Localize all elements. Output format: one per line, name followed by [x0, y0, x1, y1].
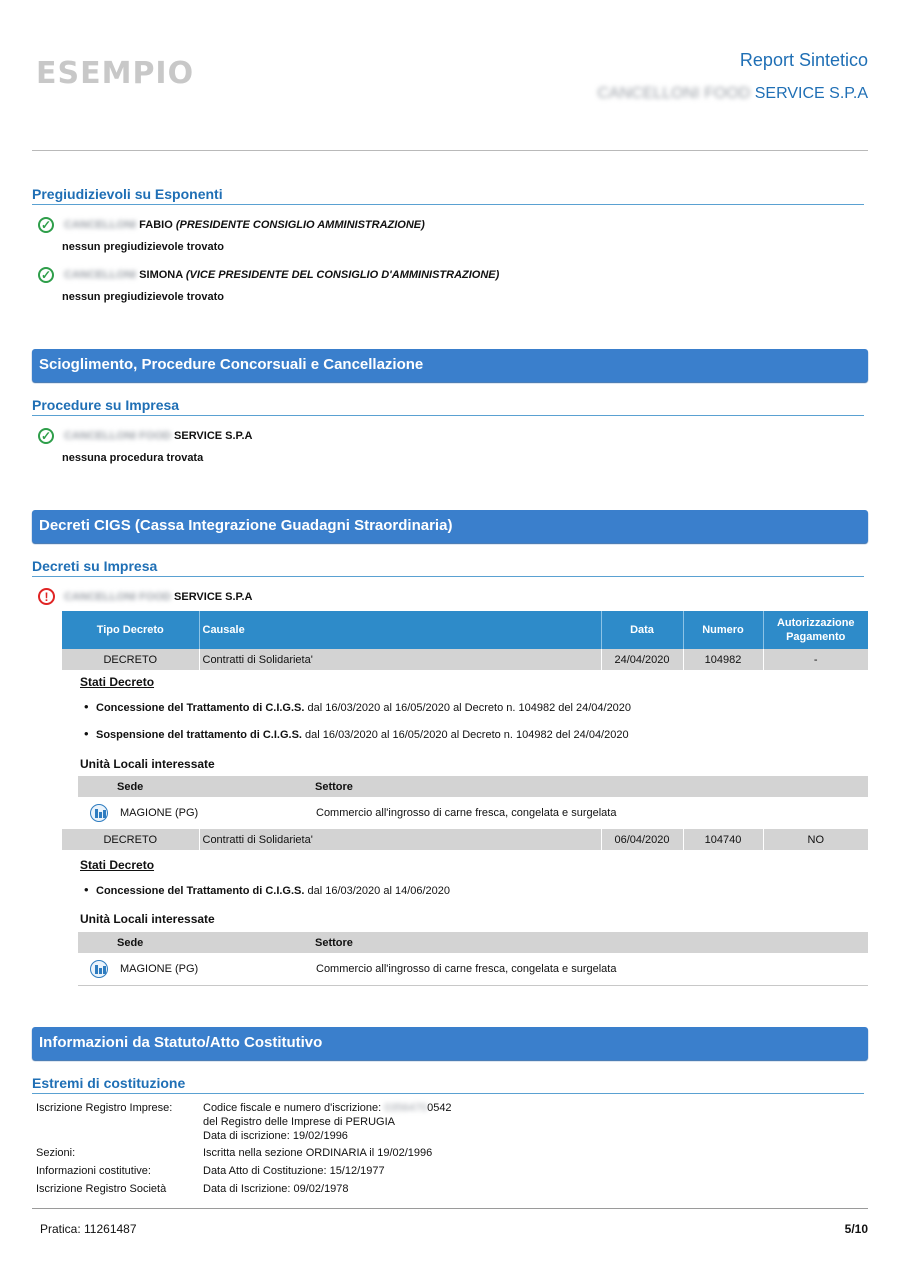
info-label: Iscrizione Registro Imprese:	[36, 1102, 173, 1114]
section-banner-scioglimento: Scioglimento, Procedure Concorsuali e Cancellazione	[32, 349, 868, 382]
cell-numero: 104740	[683, 829, 763, 850]
company-line	[64, 430, 252, 442]
company-name-suffix: SERVICE S.P.A	[174, 591, 253, 603]
person-role: (PRESIDENTE CONSIGLIO AMMINISTRAZIONE)	[175, 219, 425, 231]
building-icon	[90, 804, 108, 822]
info-value: Data di Iscrizione: 09/02/1978	[203, 1183, 349, 1195]
codice-fiscale-blurred: 0356470	[384, 1102, 428, 1114]
footer-divider	[32, 1208, 868, 1209]
cell-settore: Commercio all'ingrosso di carne fresca, congelata e surgelata	[314, 953, 868, 986]
column-header-numero: Numero	[683, 611, 763, 649]
header-divider	[32, 150, 868, 151]
result-text: nessun pregiudizievole trovato	[62, 291, 224, 303]
result-text: nessun pregiudizievole trovato	[62, 241, 224, 253]
company-title	[597, 85, 868, 103]
company-line	[64, 591, 252, 603]
column-header-tipo: Tipo Decreto	[62, 611, 199, 649]
stato-title: Concessione del Trattamento di C.I.G.S.	[96, 702, 305, 714]
check-circle-icon: ✓	[38, 217, 54, 233]
stato-detail: dal 16/03/2020 al 16/05/2020 al Decreto n. 104982 del 24/04/2020	[301, 729, 629, 741]
info-label: Iscrizione Registro Società	[36, 1183, 167, 1195]
cell-settore: Commercio all'ingrosso di carne fresca, congelata e surgelata	[314, 797, 868, 830]
pratica-number: Pratica: 11261487	[40, 1222, 137, 1236]
cell-data: 06/04/2020	[601, 829, 683, 850]
list-item: • Concessione del Trattamento di C.I.G.S. dal 16/03/2020 al 16/05/2020 al Decreto n. 104982 del 24/04/2020	[84, 699, 632, 714]
section-subtitle-pregiudizievoli: Pregiudizievoli su Esponenti	[32, 186, 864, 205]
section-subtitle-procedure: Procedure su Impresa	[32, 397, 864, 416]
cell-sede: MAGIONE (PG)	[116, 797, 314, 830]
stato-detail: dal 16/03/2020 al 14/06/2020	[304, 885, 451, 897]
column-header-sede: Sede	[116, 932, 314, 953]
company-name-blurred: CANCELLONI FOOD	[597, 85, 751, 102]
company-name-suffix: SERVICE S.P.A	[754, 85, 868, 102]
units-table	[78, 776, 868, 830]
cell-autorizzazione: NO	[763, 829, 868, 850]
watermark-text: ESEMPIO	[36, 56, 195, 91]
info-value: Data di iscrizione: 19/02/1996	[203, 1130, 348, 1142]
table-row	[78, 797, 868, 830]
stati-decreto-heading: Stati Decreto	[80, 858, 155, 872]
column-header-settore: Settore	[314, 776, 868, 797]
section-banner-statuto: Informazioni da Statuto/Atto Costitutivo	[32, 1027, 868, 1060]
result-text: nessuna procedura trovata	[62, 452, 204, 464]
section-banner-cigs: Decreti CIGS (Cassa Integrazione Guadagni Straordinaria)	[32, 510, 868, 543]
column-header-causale: Causale	[199, 611, 601, 649]
column-header-settore: Settore	[314, 932, 868, 953]
cell-tipo: DECRETO	[62, 649, 199, 670]
section-subtitle-decreti: Decreti su Impresa	[32, 558, 864, 577]
table-row	[62, 829, 868, 850]
cell-numero: 104982	[683, 649, 763, 670]
stati-decreto-heading: Stati Decreto	[80, 675, 155, 689]
person-line	[64, 219, 425, 231]
cell-autorizzazione: -	[763, 649, 868, 670]
decrees-table-header	[62, 611, 868, 670]
info-label: Sezioni:	[36, 1147, 76, 1159]
unita-locali-heading: Unità Locali interessate	[80, 912, 215, 926]
column-header-sede: Sede	[116, 776, 314, 797]
column-header-data: Data	[601, 611, 683, 649]
column-header-autorizzazione: Autorizzazione Pagamento	[763, 611, 868, 649]
person-surname-blurred: CANCELLONI	[64, 269, 137, 281]
company-name-blurred: CANCELLONI FOOD	[64, 430, 171, 442]
table-row	[62, 649, 868, 670]
person-role: (VICE PRESIDENTE DEL CONSIGLIO D'AMMINISTRAZIONE)	[185, 269, 500, 281]
alert-circle-icon: !	[38, 588, 55, 605]
building-icon	[90, 960, 108, 978]
page-number: 5/10	[844, 1222, 868, 1236]
cell-causale: Contratti di Solidarieta'	[199, 649, 601, 670]
codice-fiscale-label: Codice fiscale e numero d'iscrizione:	[203, 1102, 382, 1114]
units-table	[78, 932, 868, 986]
info-value: Data Atto di Costituzione: 15/12/1977	[203, 1165, 385, 1177]
stato-title: Concessione del Trattamento di C.I.G.S.	[96, 885, 305, 897]
list-item: • Sospensione del trattamento di C.I.G.S. dal 16/03/2020 al 16/05/2020 al Decreto n. 104982 del 24/04/2020	[84, 726, 629, 741]
unita-locali-heading: Unità Locali interessate	[80, 757, 215, 771]
check-circle-icon: ✓	[38, 267, 54, 283]
company-name-suffix: SERVICE S.P.A	[174, 430, 253, 442]
company-name-blurred: CANCELLONI FOOD	[64, 591, 171, 603]
codice-fiscale-suffix: 0542	[427, 1102, 452, 1114]
person-line	[64, 269, 499, 281]
cell-sede: MAGIONE (PG)	[116, 953, 314, 986]
person-surname-blurred: CANCELLONI	[64, 219, 137, 231]
table-row	[78, 953, 868, 986]
check-circle-icon: ✓	[38, 428, 54, 444]
cell-tipo: DECRETO	[62, 829, 199, 850]
stato-detail: dal 16/03/2020 al 16/05/2020 al Decreto n. 104982 del 24/04/2020	[304, 702, 632, 714]
stato-title: Sospensione del trattamento di C.I.G.S.	[96, 729, 302, 741]
report-title: Report Sintetico	[739, 50, 868, 70]
decrees-table-row-2	[62, 829, 868, 850]
info-value	[203, 1102, 452, 1114]
person-name: FABIO	[139, 219, 173, 231]
person-name: SIMONA	[139, 269, 183, 281]
info-value: del Registro delle Imprese di PERUGIA	[203, 1116, 395, 1128]
cell-causale: Contratti di Solidarieta'	[199, 829, 601, 850]
list-item: • Concessione del Trattamento di C.I.G.S. dal 16/03/2020 al 14/06/2020	[84, 882, 451, 897]
cell-data: 24/04/2020	[601, 649, 683, 670]
section-subtitle-estremi: Estremi di costituzione	[32, 1075, 864, 1094]
info-value: Iscritta nella sezione ORDINARIA il 19/02/1996	[203, 1147, 433, 1159]
info-label: Informazioni costitutive:	[36, 1165, 151, 1177]
